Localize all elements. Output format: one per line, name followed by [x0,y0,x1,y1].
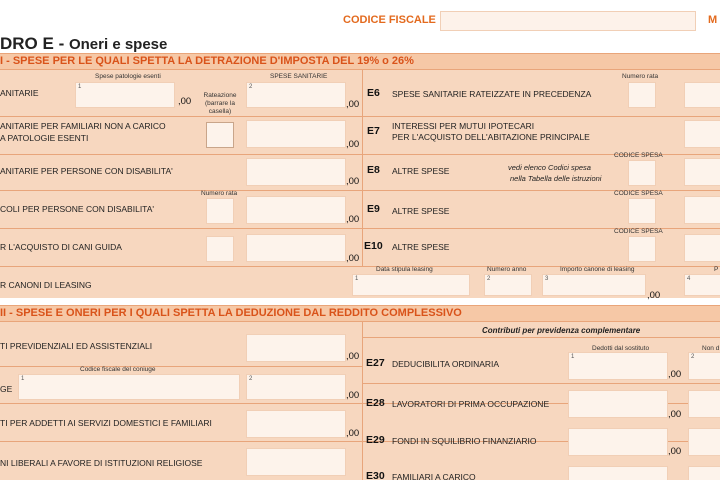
e30-code: E30 [366,470,385,480]
e1-sanitarie-cents: ,00 [346,99,360,110]
e8-importo-field[interactable] [684,158,720,186]
e27-cents: ,00 [668,369,682,380]
e28-non-dedotti-field[interactable] [688,390,720,418]
non-dedotti-label: Non d [702,345,720,352]
leasing-cut-label: P [714,266,719,273]
e24-label: NI LIBERALI A FAVORE DI ISTITUZIONI RELIGIOSE [0,458,203,468]
field-index-1: 1 [21,376,25,382]
e10-codice-spesa-label: CODICE SPESA [614,228,663,235]
section-1-divider [362,70,363,266]
e2-label-line2: A PATOLOGIE ESENTI [0,133,89,143]
e9-codice-spesa-label: CODICE SPESA [614,190,663,197]
leasing-cents: ,00 [647,290,661,301]
field-index-1: 1 [78,84,82,90]
e8-note-line1: vedi elenco Codici spesa [508,163,591,172]
e2-cents: ,00 [346,139,360,150]
e21-label: TI PREVIDENZIALI ED ASSISTENZIALI [0,341,153,351]
e4-label: COLI PER PERSONE CON DISABILITA' [0,204,155,214]
e1-sanitarie-field[interactable] [246,82,346,108]
field-index-2: 2 [487,276,491,282]
field-index-3: 3 [545,276,549,282]
leasing-label: R CANONI DI LEASING [0,280,92,290]
col-spese-sanitarie: SPESE SANITARIE [270,73,328,80]
e3-label: ANITARIE PER PERSONE CON DISABILITA' [0,166,173,176]
e5-cents: ,00 [346,253,360,264]
row-separator [0,366,362,367]
e1-label: ANITARIE [0,88,39,98]
e8-codice-spesa-field[interactable] [628,160,656,186]
e6-importo-field[interactable] [684,82,720,108]
e2-label-line1: ANITARIE PER FAMILIARI NON A CARICO [0,121,166,131]
col-rateazione: Rateazione (barrare la casella) [203,92,237,115]
leasing-importo-label: Importo canone di leasing [560,266,635,273]
e30-label: FAMILIARI A CARICO [392,472,476,480]
row-separator [0,190,720,191]
e30-non-dedotti-field[interactable] [688,466,720,480]
e21-cents: ,00 [346,351,360,362]
e6-numero-rata-field[interactable] [628,82,656,108]
e6-label: SPESE SANITARIE RATEIZZATE IN PRECEDENZA [392,89,592,99]
row-separator [0,228,720,229]
field-index-2: 2 [249,376,253,382]
contributi-header: Contributi per previdenza complementare [482,326,641,335]
e29-code: E29 [366,434,385,446]
e29-cents: ,00 [668,446,682,457]
e6-code: E6 [367,87,380,99]
e24-importo-field[interactable] [246,448,346,476]
e22-importo-field[interactable] [246,374,346,400]
leasing-numero-anno-label: Numero anno [487,266,527,273]
e10-label: ALTRE SPESE [392,242,450,252]
e2-rateazione-checkbox[interactable] [206,122,234,148]
e10-codice-spesa-field[interactable] [628,236,656,262]
field-index-1: 1 [355,276,359,282]
e2-importo-field[interactable] [246,120,346,148]
field-index-2: 2 [691,354,695,360]
e7-importo-field[interactable] [684,120,720,148]
e1-patologie-cents: ,00 [178,96,192,107]
e27-non-dedotti-field[interactable] [688,352,720,380]
e10-code: E10 [364,240,383,252]
field-index-4: 4 [687,276,691,282]
e21-importo-field[interactable] [246,334,346,362]
e29-non-dedotti-field[interactable] [688,428,720,456]
col-numero-rata: Numero rata [622,73,659,80]
e29-label: FONDI IN SQUILIBRIO FINANZIARIO [392,436,537,446]
e29-dedotti-field[interactable] [568,428,668,456]
e3-cents: ,00 [346,176,360,187]
row-separator [362,383,720,384]
e23-importo-field[interactable] [246,410,346,438]
leasing-field-4[interactable] [684,274,720,296]
e9-codice-spesa-field[interactable] [628,198,656,224]
e23-label: TI PER ADDETTI AI SERVIZI DOMESTICI E FAMILIARI [0,418,212,428]
e7-label-line1: INTERESSI PER MUTUI IPOTECARI [392,121,535,131]
e4-importo-field[interactable] [246,196,346,224]
e28-label: LAVORATORI DI PRIMA OCCUPAZIONE [392,399,550,409]
e9-importo-field[interactable] [684,196,720,224]
e30-dedotti-field[interactable] [568,466,668,480]
e22-label: GE [0,384,13,394]
e5-numero-rata-field[interactable] [206,236,234,262]
e22-codice-fiscale-field[interactable] [18,374,240,400]
e4-numero-rata-label: Numero rata [201,190,238,197]
section-2-title: II - SPESE E ONERI PER I QUALI SPETTA LA DEDUZIONE DAL REDDITO COMPLESSIVO [0,305,720,322]
codice-fiscale-label: CODICE FISCALE [343,14,436,26]
e4-cents: ,00 [346,214,360,225]
row-separator [0,116,720,117]
section-2-divider [362,322,363,480]
e8-label: ALTRE SPESE [392,166,450,176]
leasing-importo-field[interactable] [542,274,646,296]
e7-label-line2: PER L'ACQUISTO DELL'ABITAZIONE PRINCIPALE [392,132,590,142]
leasing-data-stipula-field[interactable] [352,274,470,296]
e27-code: E27 [366,357,385,369]
col-spese-patologie-esenti: Spese patologie esenti [95,73,161,80]
e27-dedotti-field[interactable] [568,352,668,380]
page-title [0,34,167,54]
leasing-data-stipula-label: Data stipula leasing [376,266,433,273]
quadro-prefix: DRO E [0,34,54,53]
e9-code: E9 [367,203,380,215]
e8-note-line2: nella Tabella delle istruzioni [510,174,602,183]
field-index-1: 1 [571,354,575,360]
e28-code: E28 [366,397,385,409]
dedotti-sostituto-label: Dedotti dal sostituto [592,345,650,352]
e28-cents: ,00 [668,409,682,420]
codice-fiscale-input[interactable] [440,11,696,31]
header-cut-label: M [708,14,718,26]
e3-importo-field[interactable] [246,158,346,186]
field-index-2: 2 [249,84,253,90]
e23-cents: ,00 [346,428,360,439]
e5-label: R L'ACQUISTO DI CANI GUIDA [0,242,122,252]
quadro-title: Oneri e spese [68,36,168,53]
e9-label: ALTRE SPESE [392,206,450,216]
e10-importo-field[interactable] [684,234,720,262]
row-separator [362,337,720,338]
e28-dedotti-field[interactable] [568,390,668,418]
e7-code: E7 [367,125,380,137]
row-separator [0,154,720,155]
e22-cents: ,00 [346,390,360,401]
leasing-numero-anno-field[interactable] [484,274,532,296]
quadro-dash: - [58,34,69,53]
codice-fiscale-coniuge-label: Codice fiscale del coniuge [80,366,156,373]
e8-codice-spesa-label: CODICE SPESA [614,152,663,159]
e4-numero-rata-field[interactable] [206,198,234,224]
e27-label: DEDUCIBILITA ORDINARIA [392,359,500,369]
section-1-title: I - SPESE PER LE QUALI SPETTA LA DETRAZIONE D'IMPOSTA DEL 19% o 26% [0,53,720,70]
e5-importo-field[interactable] [246,234,346,262]
e8-code: E8 [367,164,380,176]
e1-patologie-field[interactable] [75,82,175,108]
